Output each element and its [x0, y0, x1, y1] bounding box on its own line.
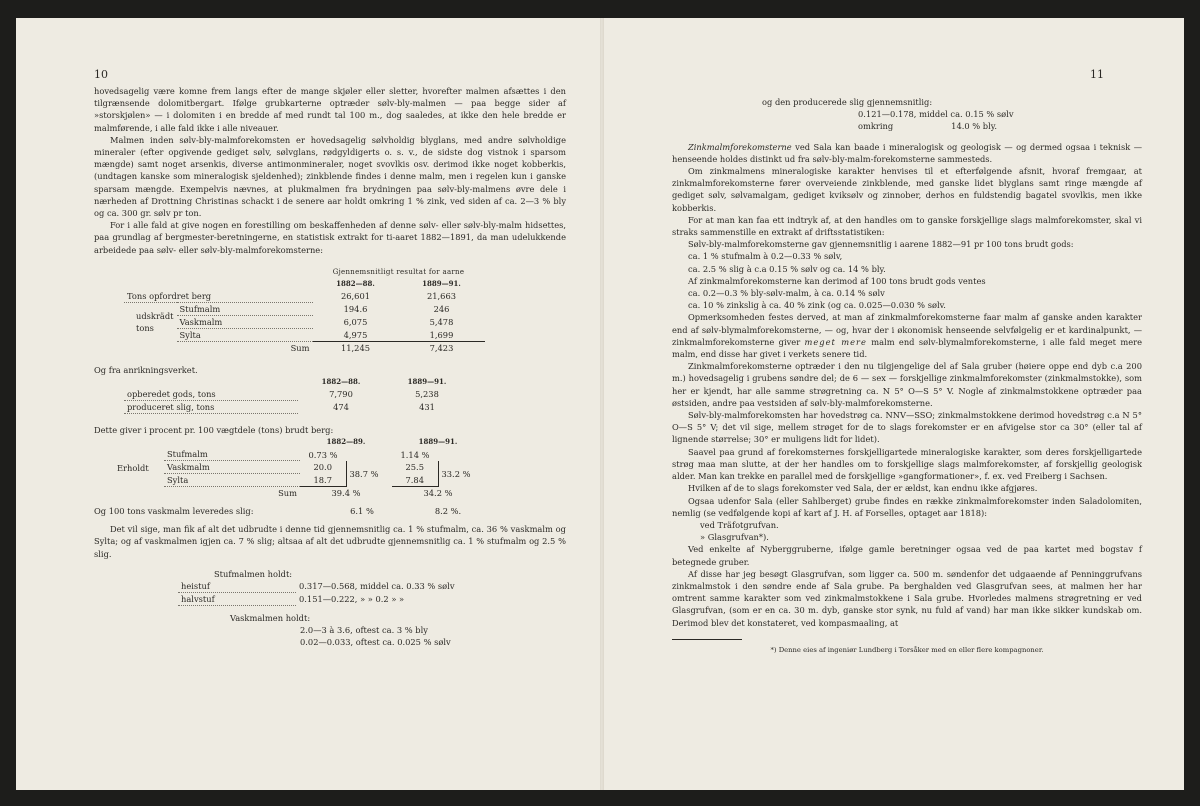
enrichment-table — [124, 376, 470, 414]
page-number-right: 11 — [1090, 68, 1104, 81]
paragraph: Om zinkmalmens mineralogiske karakter henvises til et efterfølgende afsnit, hvoraf fremgaar, at zinkmalmforekomsterne fører overveiende zinkblende, med ganske lidet blyglans samt ringe mængde af gediget sølv, sølvamalgam, gediget kviksølv og zinnober, derhos en fuldstendig bagatel svovlkis, men ikke kobberkis. — [672, 166, 1142, 213]
paragraph: Af disse har jeg besøgt Glasgrufvan, som ligger ca. 500 m. søndenfor det udgaaende af Penninggrufvans zinkmalmstok i den søndre ende af Sala grube. Pa berghalden ved Glasgrufvan sees, at malmen her har omtrent samme karakter som ved zinkmalmstokkene i Sala grube. Hvorledes malmens strøgretning er ved Glasgrufvan, (som er en ca. 30 m. dyb, ganske stor synk, nu fuld af vand) har man ikke sikker kundskab om. Derimod blev det konstateret, ved kompasmaaling, at — [672, 568, 1142, 628]
paragraph: Malmen inden sølv-bly-malmforekomsten er hovedsagelig sølvholdig blyglans, med andre sølvholdige mineraler (efter opgivende gediget sølv, sølvglans, rødgyldigerts o. s. v., de sidste dog vistnok i sparsom mængde) samt noget arsenkis, diverse antimonmineraler, noget svovlkis osv. derimod ikke noget kobberkis, (undtagen kanske som mineralogisk sjeldenhed); zinkblende findes i denne malm, men i regelen kun i ganske sparsam mængde. Exempelvis nævnes, at plukmalmen fra brydningen paa sølv-bly-malmens øvre dele i nærheden af Drottning Christinas schackt i de senere aar holdt omkring 1 % zink, ved siden af ca. 2—3 % bly og ca. 300 gr. sølv pr ton. — [94, 134, 566, 219]
value-line: omkring 14.0 % bly. — [858, 121, 997, 132]
paragraph: For i alle fald at give nogen en forestilling om beskaffenheden af denne sølv- eller sølv-bly-malm hidsettes, paa grundlag af bergmester-beretningerne, en statistisk extrakt for ti-aaret 1882—1891, da man udelukkende arbeidede paa sølv- eller sølv-bly-malmforekomsterne: — [94, 220, 566, 255]
table-row: Sum 11,245 7,423 — [290, 342, 454, 353]
list-item: » Glasgrufvan*). — [700, 532, 769, 543]
value-line: 0.02—0.033, oftest ca. 0.025 % sølv — [300, 637, 451, 648]
footnote: *) Denne eies af ingeniør Lundberg i Torsåker med en eller flere kompagnoner. — [770, 645, 1044, 654]
value-line: 2.0—3 à 3.6, oftest ca. 3 % bly — [300, 625, 428, 636]
value-line: ca. 2.5 % slig à c.a 0.15 % sølv og ca. 14 % bly. — [688, 263, 886, 274]
table-row: Sum 39.4 % 34.2 % — [278, 488, 453, 499]
table-row: Tons opfordret berg 26,601 21,663 — [124, 290, 485, 303]
left-page-body — [94, 85, 566, 649]
paragraph: Dette giver i procent pr. 100 vægtdele (tons) brudt berg: — [94, 425, 334, 436]
paragraph: hovedsagelig være komne frem langs efter de mange skjøler eller sletter, hvorefter malmen afsættes i den tilgrænsende dolomitbergart. Ifølge grubkarterne optræder sølv-bly-malmen — paa begge sider af »storskjølen» — i dolomiten i en bredde af med rundt tal 100 m., dog saaledes, at ikke den hele bredde er malmførende, i alle fald ikke i alle niveauer. — [94, 86, 566, 133]
paragraph: og den producerede slig gjennemsnitlig: — [762, 97, 933, 107]
paragraph: Hvilken af de to slags forekomster ved Sala, der er ældst, kan endnu ikke afgjøres. — [688, 483, 1038, 494]
table-row: udskrädt tons Stufmalm 194.6 246 — [136, 303, 450, 334]
list-item: ved Träfotgrufvan. — [700, 519, 779, 530]
subheading: Vaskmalmen holdt: — [230, 613, 311, 624]
column-header: 1882—88. — [336, 278, 375, 288]
table-caption: Gjennemsnitligt resultat for aarne — [332, 267, 465, 276]
slig-table — [94, 505, 491, 517]
table-row: Og 100 tons vaskmalm leveredes slig: 6.1 % 8.2 %. — [94, 506, 462, 517]
paragraph: Sølv-bly-malmforekomsterne gav gjennemsnitlig i aarene 1882—91 pr 100 tons brudt gods: — [688, 239, 1074, 250]
paragraph: Ved enkelte af Nyberggruberne, ifølge gamle beretninger ogsaa ved de paa kartet med bogstav f betegnede gruber. — [672, 544, 1142, 567]
column-header: 1882—89. — [326, 437, 366, 447]
paragraph: Af zinkmalmforekomsterne kan derimod af 100 tons brudt gods ventes — [688, 275, 986, 286]
footnote-rule — [672, 639, 742, 640]
paragraph: For at man kan faa ett indtryk af, at den handles om to ganske forskjellige slags malmforekomster, skal vi straks sammenstille en extrakt af driftsstatistiken: — [672, 214, 1142, 238]
table-row: Sylta 4,975 1,699 — [124, 328, 485, 341]
table-row: Sylta 18.7 7.84 — [114, 474, 484, 487]
table-row: opberedet gods, tons 7,790 5,238 — [124, 388, 470, 401]
column-header: 1882—88. — [321, 377, 361, 387]
table-row: halvstuf 0.151—0.222, » » 0.2 » » — [178, 593, 458, 606]
paragraph: Saavel paa grund af forekomsternes forskjelligartede mineralogiske karakter, som deres forskjelligartede strøg maa man slutte, at der her handles om to forskjellige slags malmforekomster, af forskjellig geologisk alder. Man kan trekke en parallel med de forskjellige »gangformationer», f. ex. ved Freiberg i Sachsen. — [672, 446, 1142, 482]
stufmalm-table — [178, 580, 458, 606]
value-line: 0.121—0.178, middel ca. 0.15 % sølv — [858, 109, 1014, 120]
table-row: Vaskmalm 20.0 38.7 % 25.5 33.2 % — [114, 461, 484, 474]
column-header: 1889—91. — [418, 437, 458, 447]
percent-table — [114, 436, 484, 499]
paragraph: Ogsaa udenfor Sala (eller Sahlberget) grube findes en række zinkmalmforekomster inden Saladolomiten, nemlig (se vedfølgende kopi af kart af J. H. af Forselles, optaget aar 1818): — [672, 495, 1142, 518]
value-line: ca. 1 % stufmalm à 0.2—0.33 % sølv, — [688, 251, 843, 262]
right-page — [604, 18, 1184, 790]
paragraph: Zinkmalmforekomsterne ved Sala kan baade i mineralogisk og geologisk — og dermed ogsaa i teknisk — henseende holdes distinkt ud fra sølv-bly-malm-forekomsterne sammesteds. — [672, 141, 1142, 164]
paragraph: Zinkmalmforekomsterne optræder i den nu tilgjengelige del af Sala gruber (høiere oppe end dyb c.a 200 m.) hovedsagelig i grubens søndre del; de 6 — sex — forskjellige zinkmalmforekomster (zinkmalmstokke), som her er kjendt, har alle samme strøgretning ca. N 5° O—S 5° V. Nogle af zinkmalmstokkene optræder paa østsiden, andre paa vestsiden af sølv-bly-malmforekomsterne. — [672, 361, 1142, 408]
paragraph: Det vil sige, man fik af alt det udbrudte i denne tid gjennemsnitlig ca. 1 % stufmalm, ca. 36 % vaskmalm og Sylta; og af vaskmalmen igjen ca. 7 % slig; altsaa af alt det udbrudte gjennemsnitlig ca. 1 % stufmalm og 2.5 % slig. — [94, 524, 566, 559]
left-page — [16, 18, 600, 790]
page-number-left: 10 — [94, 68, 108, 81]
column-header: 1889—91. — [422, 278, 461, 288]
table-row: Vaskmalm 6,075 5,478 — [124, 315, 485, 328]
paragraph: Sølv-bly-malmforekomsten har hovedstrøg ca. NNV—SSO; zinkmalmstokkene derimod hovedstrøg c.a N 5° O—S 5° V; det vil sige, mellem strøget for de to slags forekomster er en afvigelse stor ca 30° (eller tal af lignende størrelse; 30° er muligens lidt for lidet). — [672, 410, 1142, 445]
table-row: produceret slig, tons 474 431 — [124, 401, 470, 414]
table-row: heistuf 0.317—0.568, middel ca. 0.33 % sølv — [178, 580, 458, 593]
value-line: ca. 0.2—0.3 % bly-sølv-malm, à ca. 0.14 % sølv — [688, 288, 885, 299]
column-header: 1889—91. — [407, 377, 447, 387]
right-page-body — [672, 96, 1142, 656]
paragraph: Og fra anrikningsverket. — [94, 364, 198, 375]
table-row: Erholdt Stufmalm 0.73 % 1.14 % — [117, 449, 430, 473]
paragraph: Opmerksomheden festes derved, at man af zinkmalmforekomsterne faar malm af ganske anden karakter end af sølv-blymalmforekomsterne, — og, hvar der i økonomisk henseende selvfølgelig er et kardinalpunkt, — zinkmalmforekomsterne giver meget mere malm end sølv-blymalmforekomsterne, i alle fald meget mere malm, end disse har givet i verkets senere tid. — [672, 312, 1142, 360]
production-table — [124, 266, 485, 354]
value-line: ca. 10 % zinkslig à ca. 40 % zink (og ca. 0.025—0.030 % sølv. — [688, 300, 946, 311]
subheading: Stufmalmen holdt: — [214, 568, 293, 579]
